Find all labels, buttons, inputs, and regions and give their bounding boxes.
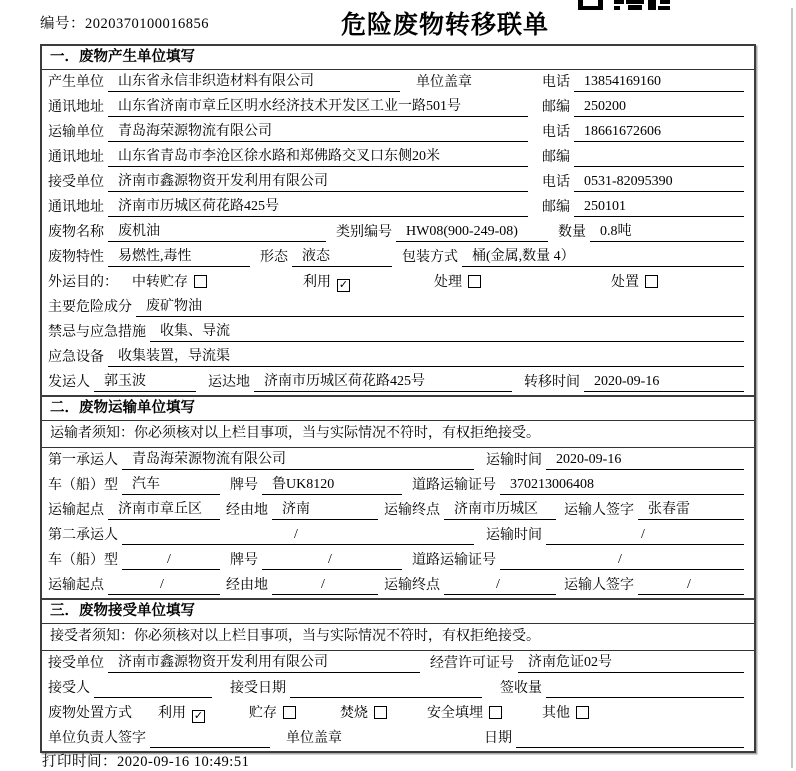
transport-address-label: 通讯地址 <box>48 150 104 165</box>
dispatcher-label: 发运人 <box>48 375 90 390</box>
waste-qty-label: 数量 <box>558 225 586 240</box>
disposal-option-landfill <box>427 704 502 723</box>
doc-number-label: 编号： <box>40 16 85 32</box>
vehicle1-permit-label: 道路运输证号 <box>412 478 496 493</box>
page-right-edge-line <box>791 8 793 768</box>
manifest-form <box>40 44 756 753</box>
print-time-label: 打印时间： <box>42 754 117 770</box>
vehicle2-plate-label: 牌号 <box>230 553 258 568</box>
disposal-store-checkbox <box>283 706 296 719</box>
license-value: 济南危证02号 <box>518 653 744 673</box>
transfer-time-value: 2020-09-16 <box>584 372 744 392</box>
producer-address-value: 山东省济南市章丘区明水经济技术开发区工业一路501号 <box>108 97 528 117</box>
row-receiver-unit <box>42 170 754 195</box>
responsible-sign-label: 单位负责人签字 <box>48 731 146 746</box>
row-acceptance <box>42 676 754 701</box>
destination-label: 运达地 <box>208 375 250 390</box>
receiver-unit-label: 接受单位 <box>48 175 104 190</box>
transport-notice-label: 运输者须知： <box>50 426 134 441</box>
transfer-storage-label: 中转贮存 <box>132 275 188 290</box>
doc-number-value: 2020370100016856 <box>85 16 209 32</box>
receiver-unit-value: 济南市鑫源物资开发利用有限公司 <box>108 172 528 192</box>
disposal-incinerate-label: 焚烧 <box>340 706 368 721</box>
transport-zip-value <box>574 148 744 167</box>
row-dispatch <box>42 370 754 395</box>
row-emergency-equipment <box>42 345 754 370</box>
receiver-zip-value: 250101 <box>574 197 744 217</box>
route2-end-label: 运输终点 <box>384 578 440 593</box>
section-receive <box>42 598 754 751</box>
section-producer-title: 一．废物产生单位填写 <box>42 46 754 70</box>
unit-seal-label: 单位盖章 <box>416 75 472 90</box>
row-carrier1 <box>42 448 754 473</box>
receive-unit-value: 济南市鑫源物资开发利用有限公司 <box>108 653 420 673</box>
treat-checkbox <box>468 275 481 288</box>
disposal-option-utilize <box>158 704 205 723</box>
disposal-utilize-checkbox: ✓ <box>193 709 204 722</box>
producer-unit-label: 产生单位 <box>48 75 104 90</box>
carrier2-time-value: / <box>546 525 744 545</box>
row-producer-address <box>42 95 754 120</box>
route2-sign-label: 运输人签字 <box>564 578 634 593</box>
transport-unit-value: 青岛海荣源物流有限公司 <box>108 122 528 142</box>
transport-phone-label: 电话 <box>542 125 570 140</box>
row-hazard-component <box>42 295 754 320</box>
hazard-component-label: 主要危险成分 <box>48 300 132 315</box>
disposal-incinerate-checkbox <box>374 706 387 719</box>
vehicle1-plate-value: 鲁UK8120 <box>262 475 402 495</box>
transfer-storage-checkbox <box>194 275 207 288</box>
hazard-component-value: 废矿物油 <box>136 297 744 317</box>
row-receiver-address <box>42 195 754 220</box>
row-waste-name <box>42 220 754 245</box>
qr-code-fragment-icon <box>578 0 670 10</box>
route1-via-label: 经由地 <box>226 503 268 518</box>
emergency-measures-label: 禁忌与应急措施 <box>48 325 146 340</box>
carrier1-time-value: 2020-09-16 <box>546 450 744 470</box>
disposal-option-incinerate <box>340 704 387 723</box>
route2-sign-value: / <box>638 575 744 595</box>
acceptor-value <box>94 679 212 698</box>
emergency-equipment-label: 应急设备 <box>48 350 104 365</box>
route1-via-value: 济南 <box>272 500 378 520</box>
vehicle2-permit-label: 道路运输证号 <box>412 553 496 568</box>
receive-notice-label: 接受者须知： <box>50 629 134 644</box>
waste-props-label: 废物特性 <box>48 250 104 265</box>
route2-via-label: 经由地 <box>226 578 268 593</box>
utilize-label: 利用 <box>303 275 331 290</box>
row-vehicle2 <box>42 548 754 573</box>
waste-form-label: 形态 <box>260 250 288 265</box>
carrier1-value: 青岛海荣源物流有限公司 <box>122 450 474 470</box>
accept-date-value <box>290 679 482 698</box>
row-transport-unit <box>42 120 754 145</box>
license-label: 经营许可证号 <box>430 656 514 671</box>
receive-notice <box>42 624 754 651</box>
vehicle1-type-value: 汽车 <box>122 475 220 495</box>
disposal-method-label: 废物处置方式 <box>48 706 132 721</box>
purpose-option-dispose <box>611 273 658 292</box>
emergency-measures-value: 收集、导流 <box>150 322 744 342</box>
route1-start-label: 运输起点 <box>48 503 104 518</box>
receiver-address-label: 通讯地址 <box>48 200 104 215</box>
vehicle2-type-value: / <box>122 550 220 570</box>
transport-phone-value: 18661672606 <box>574 122 744 142</box>
route2-start-label: 运输起点 <box>48 578 104 593</box>
row-route2 <box>42 573 754 598</box>
waste-pack-value: 桶(金属,数量 4） <box>462 247 744 267</box>
waste-form-value: 液态 <box>292 247 392 267</box>
receive-notice-text: 你必须核对以上栏目事项，当与实际情况不符时，有权拒绝接受。 <box>134 629 540 644</box>
receive-unit-label: 接受单位 <box>48 656 104 671</box>
disposal-option-store <box>249 704 296 723</box>
row-transport-address <box>42 145 754 170</box>
emergency-equipment-value: 收集装置，导流渠 <box>108 347 744 367</box>
row-producer-unit <box>42 70 754 95</box>
route1-sign-value: 张春雷 <box>638 500 744 520</box>
row-signature <box>42 726 754 751</box>
disposal-other-label: 其他 <box>542 706 570 721</box>
row-transfer-purpose <box>42 270 754 295</box>
receive-seal-label: 单位盖章 <box>286 731 342 746</box>
treat-label: 处理 <box>434 275 462 290</box>
disposal-option-other <box>542 704 589 723</box>
sign-date-value <box>516 729 744 748</box>
section-transport <box>42 395 754 598</box>
destination-value: 济南市历城区荷花路425号 <box>254 372 512 392</box>
utilize-checkbox: ✓ <box>338 278 349 291</box>
disposal-utilize-label: 利用 <box>158 706 186 721</box>
route2-end-value: / <box>444 575 556 595</box>
row-waste-props <box>42 245 754 270</box>
accept-date-label: 接受日期 <box>230 681 286 696</box>
waste-qty-value: 0.8吨 <box>590 222 744 242</box>
transport-unit-label: 运输单位 <box>48 125 104 140</box>
waste-pack-label: 包装方式 <box>402 250 458 265</box>
dispose-checkbox <box>645 275 658 288</box>
waste-props-value: 易燃性,毒性 <box>108 247 250 267</box>
dispatcher-value: 郭玉波 <box>94 372 196 392</box>
producer-address-label: 通讯地址 <box>48 100 104 115</box>
purpose-option-treat <box>434 273 481 292</box>
row-disposal-method <box>42 701 754 726</box>
vehicle1-permit-value: 370213006408 <box>500 475 744 495</box>
row-receive-unit <box>42 651 754 676</box>
route2-start-value: / <box>108 575 220 595</box>
acceptor-label: 接受人 <box>48 681 90 696</box>
row-carrier2 <box>42 523 754 548</box>
route1-end-label: 运输终点 <box>384 503 440 518</box>
disposal-store-label: 贮存 <box>249 706 277 721</box>
disposal-other-checkbox <box>576 706 589 719</box>
vehicle2-permit-value: / <box>500 550 744 570</box>
waste-code-value: HW08(900-249-08) <box>396 222 548 242</box>
vehicle1-plate-label: 牌号 <box>230 478 258 493</box>
page-title: 危险废物转移联单 <box>340 11 549 39</box>
responsible-sign-value <box>150 729 270 748</box>
waste-code-label: 类别编号 <box>336 225 392 240</box>
purpose-option-utilize <box>303 273 350 292</box>
row-route1 <box>42 498 754 523</box>
vehicle1-type-label: 车（船）型 <box>48 478 118 493</box>
vehicle2-type-label: 车（船）型 <box>48 553 118 568</box>
sign-date-label: 日期 <box>484 731 512 746</box>
dispose-label: 处置 <box>611 275 639 290</box>
section-producer <box>42 46 754 395</box>
transport-address-value: 山东省青岛市李沧区徐水路和郑佛路交叉口东侧20米 <box>108 147 528 167</box>
transport-zip-label: 邮编 <box>542 150 570 165</box>
receiver-phone-label: 电话 <box>542 175 570 190</box>
receiver-zip-label: 邮编 <box>542 200 570 215</box>
waste-name-value: 废机油 <box>108 222 326 242</box>
transport-notice-text: 你必须核对以上栏目事项，当与实际情况不符时，有权拒绝接受。 <box>134 426 540 441</box>
received-qty-value <box>546 679 744 698</box>
producer-phone-label: 电话 <box>542 75 570 90</box>
carrier2-label: 第二承运人 <box>48 528 118 543</box>
section-transport-title: 二．废物运输单位填写 <box>42 395 754 421</box>
disposal-landfill-label: 安全填埋 <box>427 706 483 721</box>
carrier1-time-label: 运输时间 <box>486 453 542 468</box>
transfer-time-label: 转移时间 <box>524 375 580 390</box>
row-vehicle1 <box>42 473 754 498</box>
carrier2-value: / <box>122 525 474 545</box>
vehicle2-plate-value: / <box>262 550 402 570</box>
transfer-purpose-label: 外运目的： <box>48 275 118 290</box>
waste-name-label: 废物名称 <box>48 225 104 240</box>
producer-phone-value: 13854169160 <box>574 72 744 92</box>
carrier1-label: 第一承运人 <box>48 453 118 468</box>
route1-start-value: 济南市章丘区 <box>108 500 220 520</box>
section-receive-title: 三．废物接受单位填写 <box>42 598 754 624</box>
producer-unit-value: 山东省永信非织造材料有限公司 <box>108 72 400 92</box>
transport-notice <box>42 421 754 448</box>
route2-via-value: / <box>272 575 378 595</box>
producer-zip-label: 邮编 <box>542 100 570 115</box>
receiver-phone-value: 0531-82095390 <box>574 172 744 192</box>
purpose-option-transfer-storage <box>132 273 207 292</box>
print-time-value: 2020-09-16 10:49:51 <box>117 754 250 770</box>
row-emergency-measures <box>42 320 754 345</box>
received-qty-label: 签收量 <box>500 681 542 696</box>
route1-end-value: 济南市历城区 <box>444 500 556 520</box>
carrier2-time-label: 运输时间 <box>486 528 542 543</box>
disposal-landfill-checkbox <box>489 706 502 719</box>
receiver-address-value: 济南市历城区荷花路425号 <box>108 197 528 217</box>
route1-sign-label: 运输人签字 <box>564 503 634 518</box>
producer-zip-value: 250200 <box>574 97 744 117</box>
